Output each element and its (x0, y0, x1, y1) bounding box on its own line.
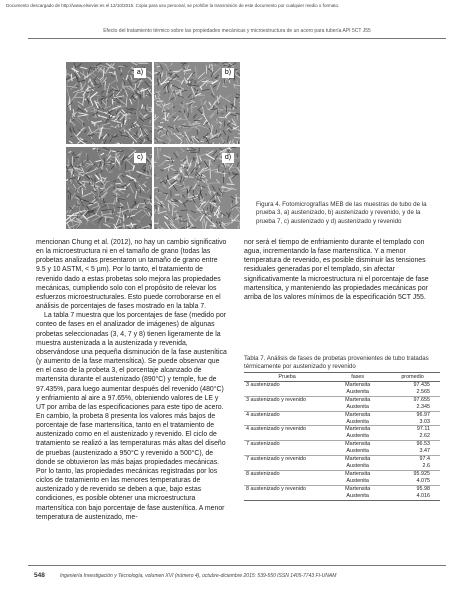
cell-fase: Martensita (345, 382, 371, 388)
table-row (244, 493, 440, 500)
panel-label-b: b) (222, 68, 234, 78)
figure-caption: Figura 4. Fotomicrografías MEB de las muestras de tubo de la prueba 3, a) austenizado, b) austenizado y revenido, y de la prueba 7, c) austenizado y d) austenizado y revenido (256, 201, 427, 225)
table-row (244, 419, 440, 426)
cell-prueba: 8 austenizado (246, 470, 280, 477)
table-row (244, 404, 440, 411)
column-header-prueba: Prueba (244, 373, 330, 382)
cell-prueba (244, 493, 330, 500)
figure-4-micrographs (66, 62, 240, 230)
cell-promedio: 3.47 (385, 448, 440, 455)
page-number: 548 (34, 572, 45, 579)
cell-prueba (244, 463, 330, 470)
cell-promedio: 97.11 (416, 426, 430, 433)
table-row (244, 448, 440, 455)
cell-prueba (244, 404, 330, 411)
cell-promedio: 95.925 (413, 470, 430, 477)
cell-prueba (244, 433, 330, 440)
column-header-promedio: promedio (385, 373, 440, 382)
header-rule (28, 38, 446, 39)
cell-prueba: 3 austenizado (246, 382, 280, 388)
cell-prueba: 7 austenizado y revenido (246, 456, 306, 463)
cell-prueba: 8 austenizado y revenido (246, 485, 306, 492)
micrograph-panel-a (66, 62, 152, 144)
cell-fase: Martensita (345, 396, 371, 403)
cell-fase: Austenita (330, 404, 385, 411)
cell-promedio: 97.4 (419, 456, 430, 463)
cell-fase: Austenita (330, 478, 385, 485)
cell-prueba (244, 448, 330, 455)
table-row (244, 456, 440, 463)
table-row (244, 411, 440, 418)
cell-fase: Austenita (330, 448, 385, 455)
cell-promedio: 2.565 (385, 389, 440, 396)
cell-promedio: 2.62 (385, 433, 440, 440)
cell-prueba (244, 478, 330, 485)
cell-prueba (244, 419, 330, 426)
panel-label-c: c) (134, 153, 146, 163)
cell-prueba: 4 austenizado (246, 411, 280, 418)
journal-citation: Ingeniería Investigación y Tecnología, volumen XVI (número 4), octubre-diciembre 2015: 539-550 ISSN 1405-7743 FI-UNAM (60, 573, 337, 579)
table-row (244, 470, 440, 477)
table-row (244, 478, 440, 485)
table-7 (244, 372, 440, 501)
cell-promedio: 97.435 (413, 382, 430, 388)
cell-promedio: 4.016 (385, 493, 440, 500)
table-row (244, 485, 440, 492)
cell-promedio: 96.97 (416, 411, 430, 418)
cell-prueba: 4 austenizado y revenido (246, 426, 306, 433)
download-notice: Documento descargado de http://www.elsevier.es el 12/10/2015. Copia para uso personal, se prohíbe la transmisión de este documento por cualquier medio o formato. (6, 3, 340, 8)
footer-rule (28, 565, 446, 566)
cell-fase: Austenita (330, 493, 385, 500)
table-caption: Tabla 7. Análisis de fases de probetas provenientes de tubo tratadas térmicamente por austenizado y revenido (244, 355, 429, 370)
paragraph: La tabla 7 muestra que los porcentajes de fase (medido por conteo de fases en el analizador de imágenes) de algunas probetas seleccionadas (3, 4, 7 y 8) tienen ligeramente de la muestra austenizada a la austenizada y revenida, observándose una pequeña disminución de la fase austenítica (y aumento de la fase martensítica). Se puede observar que en el caso de la probeta 3, el porcentaje alcanzado de martensita durante el austenizado (890°C) y temple, fue de 97.435%, para luego aumentar después del revenido (480°C) y enfriamiento al aire a 97.65%, obteniendo valores de LE y UT por arriba de las especificaciones para este tipo de acero. En cambio, la probeta 8 presenta los valores más bajos de porcentaje de fase martensítica, tanto en el tratamiento de austenizado como en el austenizado y revenido. El ciclo de tratamiento se realizó a las temperaturas más altas del diseño de pruebas (austenizado a 950°C y revenido a 500°C), de donde se obtuvieron las más bajas propiedades mecánicas. Por lo tanto, las propiedades mecánicas registradas por los ciclos de tratamiento en las menores temperaturas de austenizado y de revenido se deben a que, bajo estas condiciones, es posible obtener una microestructura martensítica con bajo porcentaje de fase austenítica. A menor temperatura de austenizado, me- (36, 312, 227, 521)
cell-prueba (244, 389, 330, 396)
paragraph: mencionan Chung et al. (2012), no hay un cambio significativo en la microestructura ni en el tamaño de grano (todas las probetas analizadas presentaron un tamaño de grano entre 9.5 y 10 ASTM, < 5 µm). Por lo tanto, el tratamiento de revenido dado a estas probetas solo mejora las propiedades mecánicas, cumpliendo solo con el propósito de relevar los esfuerzos microestructurales. Esto puede corroborarse en el análisis de porcentajes de fases mostrado en la tabla 7. (36, 239, 227, 311)
cell-promedio: 96.53 (416, 441, 430, 448)
micrograph-panel-c (66, 147, 152, 229)
table-body (244, 382, 440, 501)
cell-promedio: 95.98 (416, 485, 430, 492)
cell-fase: Martensita (345, 485, 371, 492)
cell-fase: Martensita (345, 441, 371, 448)
left-text-column (36, 238, 228, 522)
cell-prueba: 3 austenizado y revenido (246, 396, 306, 403)
table-row (244, 441, 440, 448)
cell-prueba: 7 austenizado (246, 441, 280, 448)
table-row (244, 382, 440, 389)
cell-fase: Martensita (345, 470, 371, 477)
cell-promedio: 97.655 (413, 396, 430, 403)
cell-promedio: 4.075 (385, 478, 440, 485)
micrograph-panel-d (154, 147, 240, 229)
table-row (244, 389, 440, 396)
cell-fase: Martensita (345, 411, 371, 418)
paragraph: nor será el tiempo de enfriamiento durante el templado con agua, incrementando la fase martensítica. Y a menor temperatura de revenido, es posible disminuir las tensiones residuales generadas por el templado, sin afectar significativamente la microestructura ni el porcentaje de fase martensítica, y manteniendo las propiedades mecánicas por arriba de los valores mínimos de la especificación 5CT J55. (244, 239, 429, 301)
table-row (244, 433, 440, 440)
panel-label-a: a) (134, 68, 146, 78)
table-row (244, 463, 440, 470)
cell-promedio: 3.03 (385, 419, 440, 426)
cell-fase: Austenita (330, 389, 385, 396)
cell-fase: Austenita (330, 463, 385, 470)
cell-promedio: 2.345 (385, 404, 440, 411)
cell-fase: Austenita (330, 419, 385, 426)
cell-fase: Austenita (330, 433, 385, 440)
micrograph-panel-b (154, 62, 240, 144)
cell-promedio: 2.6 (385, 463, 440, 470)
cell-fase: Martensita (345, 456, 371, 463)
table-header-row (244, 373, 440, 382)
running-head: Efecto del tratamiento térmico sobre las propiedades mecánicas y microestructura de un acero para tubería API 5CT J55 (103, 28, 371, 34)
panel-label-d: d) (222, 153, 234, 163)
right-text-column (244, 238, 440, 302)
table-row (244, 396, 440, 403)
cell-fase: Martensita (345, 426, 371, 433)
column-header-fases: fases (330, 373, 385, 382)
table-row (244, 426, 440, 433)
